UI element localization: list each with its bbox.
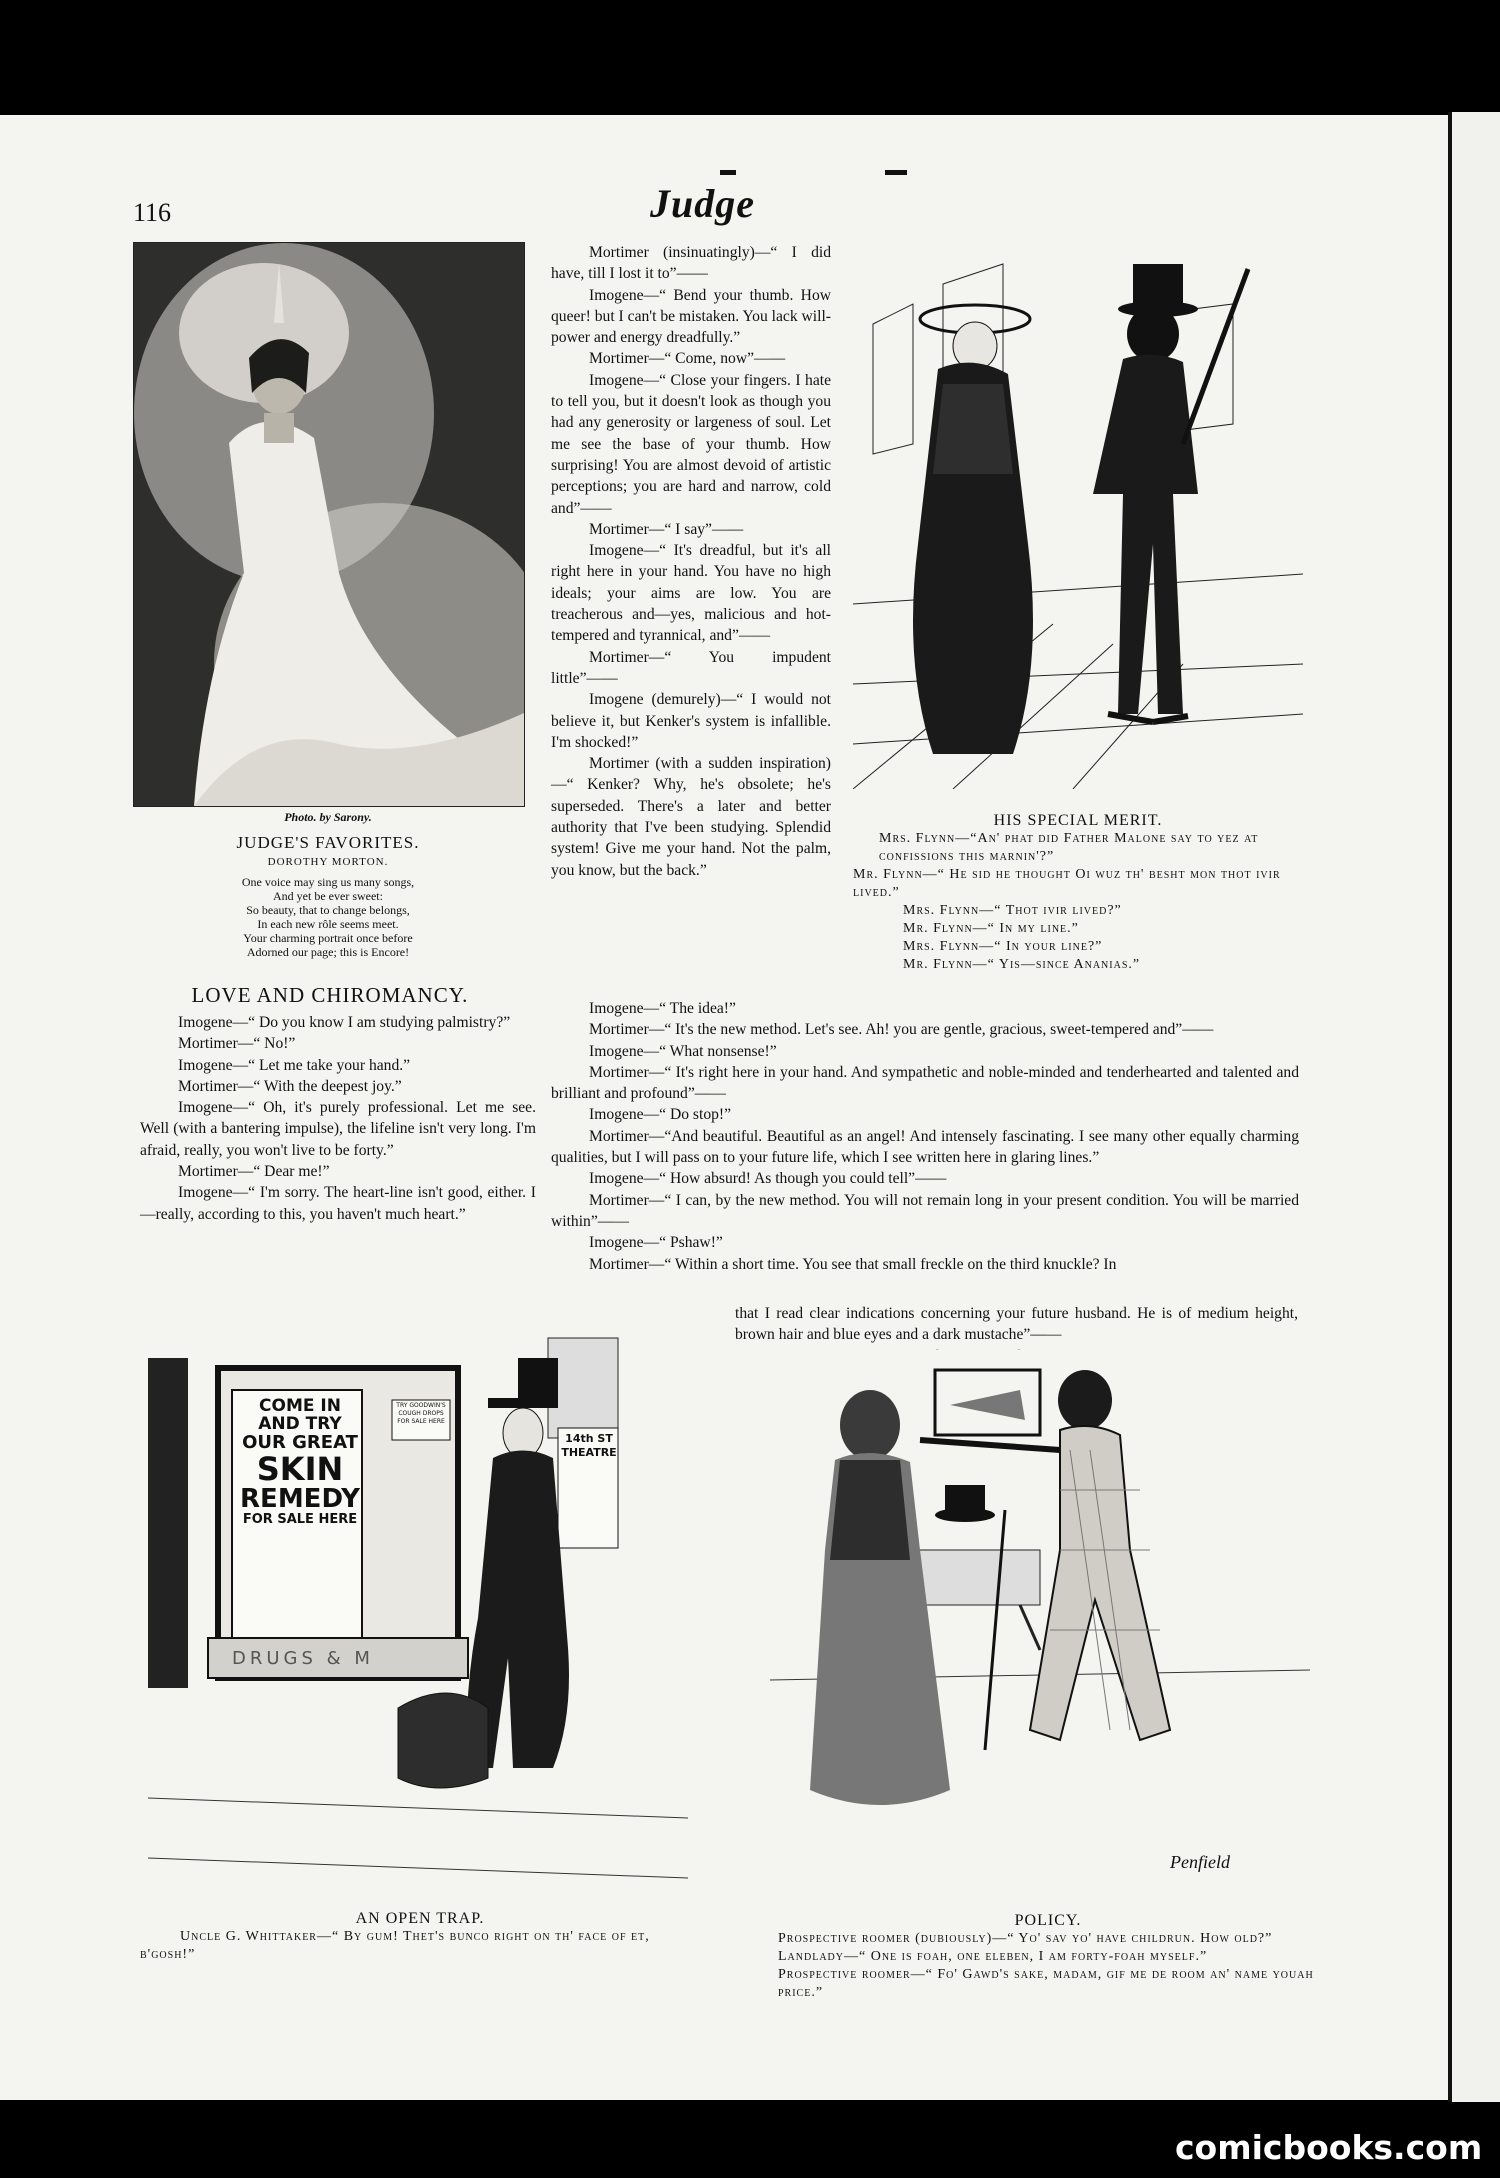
sign-line: SKIN (256, 1449, 344, 1488)
cartoon-special-merit (853, 244, 1303, 789)
sign-line: COME IN (259, 1396, 341, 1416)
cartoon-title: POLICY. (1014, 1912, 1082, 1929)
dialogue-line: Imogene—“ Do stop!” (589, 1106, 732, 1124)
drug-store-sign: DRUGS & M (232, 1648, 374, 1669)
sign-line: FOR SALE HERE (397, 1418, 445, 1425)
sign-line: OUR GREAT (242, 1431, 358, 1453)
cartoon-policy (770, 1350, 1310, 1910)
photo-credit: Photo. by Sarony. (284, 810, 372, 824)
caption-line: Mrs. Flynn—“An' phat did Father Malone say to yez at confissions this marnin'?” (879, 831, 1259, 864)
feature-title: JUDGE'S FAVORITES. (236, 833, 420, 852)
sign-line: FOR SALE HERE (242, 1512, 358, 1528)
caption-line: Mrs. Flynn—“ Thot ivir lived?” (903, 903, 1122, 918)
dialogue-line: Mortimer (with a sudden inspiration)—“ Kenker? Why, he's obsolete; he's superseded. There's a later and better authority that I've been studying. Splendid system! Give me your hand. Not the palm, you know, but the back.” (551, 755, 831, 879)
caption-line: Prospective roomer (dubiously)—“ Yo' sav yo' have childrun. How old?” (778, 1931, 1273, 1946)
caption-line: Landlady—“ One is foah, one eleben, I am forty-foah myself.” (778, 1949, 1208, 1964)
dialogue-line: Imogene—“ Bend your thumb. How queer! but I can't be mistaken. You lack will-power and energy dreadfully.” (551, 286, 831, 347)
masthead-title: Judge (650, 181, 755, 226)
theatre-sign (560, 1432, 618, 1460)
caption-line: Mrs. Flynn—“ In your line?” (903, 939, 1103, 954)
page-number: 116 (133, 198, 172, 227)
dialogue-line: Mortimer—“ Come, now”—— (589, 350, 786, 368)
article-column-middle (551, 242, 831, 881)
caption-line: Uncle G. Whittaker—“ By gum! Thet's bunco right on th' face of et, b'gosh!” (140, 1929, 650, 1962)
print-mark (720, 170, 736, 175)
next-page-edge (1448, 112, 1500, 2102)
dialogue-line: Mortimer—“ It's the new method. Let's see. Ah! you are gentle, gracious, sweet-tempered and”—— (589, 1021, 1214, 1039)
dialogue-line: Imogene—“ I'm sorry. The heart-line isn't good, either. I—really, according to this, you haven't much heart.” (140, 1184, 536, 1223)
cough-drops-sign (393, 1402, 449, 1426)
dialogue-line: Mortimer—“ I say”—— (589, 520, 744, 538)
poem-line: In each new rôle seems meet. (257, 917, 399, 931)
dialogue-line: Mortimer—“ Within a short time. You see that small freckle on the third knuckle? In (589, 1255, 1117, 1273)
article-column-left (140, 1012, 536, 1225)
dialogue-line: Mortimer—“ With the deepest joy.” (178, 1077, 402, 1095)
sign-line: THEATRE (561, 1446, 617, 1459)
cartoon-title: HIS SPECIAL MERIT. (993, 812, 1163, 829)
dialogue-line: Imogene—“ It's dreadful, but it's all right here in your hand. You have no high ideals; your aims are low. You are treacherous and—yes, malicious and hot-tempered and tyrannical, and”—— (551, 542, 831, 645)
dialogue-line: Mortimer—“And beautiful. Beautiful as an angel! And intensely fascinating. I see many other equally charming qualities, but I will pass on to your future life, which I see written here in glaring lines.” (551, 1127, 1299, 1167)
dialogue-line: Imogene—“ Pshaw!” (589, 1234, 723, 1252)
dialogue-line: Mortimer—“ I can, by the new method. You will not remain long in your present condition. You will be married within”—— (551, 1191, 1299, 1230)
artist-signature: Penfield (1170, 1852, 1230, 1872)
caption-line: Mr. Flynn—“ In my line.” (903, 921, 1079, 936)
sign-line: COUGH DROPS (398, 1410, 444, 1417)
poem-line: So beauty, that to change belongs, (246, 903, 410, 917)
dialogue-line: Imogene—“ The idea!” (589, 1000, 736, 1017)
cartoon-title: AN OPEN TRAP. (355, 1910, 485, 1927)
dialogue-line: Mortimer (insinuatingly)—“ I did have, till I lost it to”—— (551, 244, 831, 283)
dialogue-line: Mortimer—“ You impudent little”—— (551, 648, 831, 687)
dialogue-line: Imogene—“ What nonsense!” (589, 1042, 777, 1060)
caption-special-merit (853, 812, 1303, 974)
poem-line: Adorned our page; this is Encore! (246, 945, 410, 959)
article-wide-column (551, 998, 1299, 1275)
dialogue-line: Imogene—“ Do you know I am studying palmistry?” (178, 1014, 511, 1031)
dialogue-line: that I read clear indications concerning your future husband. He is of medium height, brown hair and blue eyes and a dark mustache”—— (735, 1305, 1298, 1344)
dialogue-line: Mortimer—“ It's right here in your hand. And sympathetic and noble-minded and tenderhearted and talented and brilliant and profound”—— (551, 1063, 1299, 1103)
caption-open-trap (140, 1910, 700, 1964)
caption-line: Prospective roomer—“ Fo' Gawd's sake, madam, gif me de room an' name youah price.” (778, 1967, 1314, 2000)
caption-policy (778, 1912, 1318, 2002)
poem-line: One voice may sing us many songs, (241, 875, 415, 889)
feature-poem (133, 875, 523, 959)
dialogue-line: Mortimer—“ Dear me!” (178, 1163, 330, 1181)
dialogue-line: Imogene—“ Close your fingers. I hate to tell you, but it doesn't look as though you had any generosity or largeness of soul. Let me see the base of your thumb. How surprising! You are almost devoid of artistic perceptions; you are hard and narrow, cold and”—— (551, 371, 831, 517)
poem-line: Your charming portrait once before (243, 931, 413, 945)
sign-line: TRY GOODWIN'S (396, 1402, 446, 1409)
sign-line: AND TRY (258, 1413, 342, 1434)
dialogue-line: Imogene—“ Let me take your hand.” (178, 1056, 411, 1074)
print-mark (885, 170, 907, 175)
dialogue-line: Imogene—“ How absurd! As though you could tell”—— (589, 1170, 947, 1188)
caption-line: Mr. Flynn—“ Yis—since Ananias.” (903, 957, 1141, 972)
dialogue-line: Mortimer—“ No!” (178, 1035, 296, 1053)
sign-line: REMEDY (240, 1484, 360, 1515)
dialogue-line: Imogene (demurely)—“ I would not believe it, but Kenker's system is infallible. I'm shocked!” (551, 691, 831, 751)
skin-remedy-sign (240, 1398, 360, 1527)
sign-line: 14th ST (565, 1432, 613, 1445)
dialogue-line: Imogene—“ Oh, it's purely professional. Let me see. Well (with a bantering impulse), the lifeline isn't very long. I'm afraid, really, you won't live to be forty.” (140, 1099, 536, 1159)
feature-subject: DOROTHY MORTON. (267, 856, 389, 868)
portrait-photo (133, 242, 525, 807)
article-title: LOVE AND CHIROMANCY. (191, 983, 469, 1007)
caption-line: Mr. Flynn—“ He sid he thought Oi wuz th' besht mon thot ivir lived.” (853, 867, 1281, 900)
poem-line: And yet be ever sweet: (273, 889, 383, 903)
watermark: comicbooks.com (1175, 2128, 1483, 2167)
